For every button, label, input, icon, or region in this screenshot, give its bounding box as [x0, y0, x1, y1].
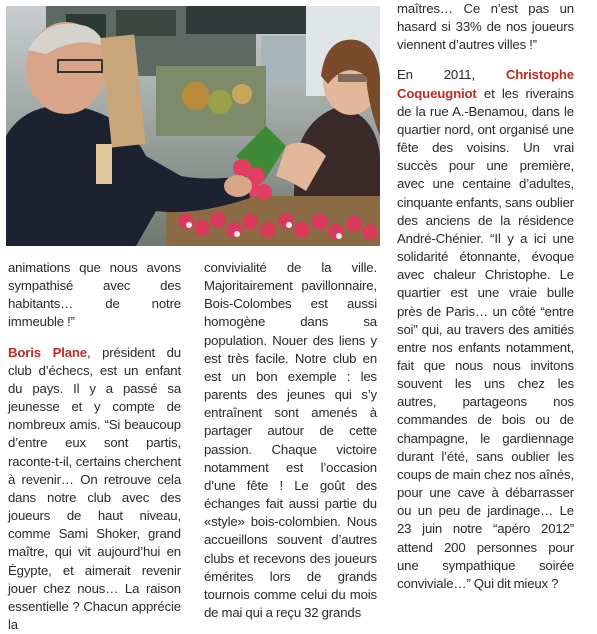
col2-text: convivialité de la ville. Majoritairement pavillonnaire, Bois-Colombes est aussi homogène dans sa population. Nouer des liens y est très facile. Notre club en est un bon exemple : les parents des jeunes qui s’y entraînent sont amenés à partager autour de cette passion. Chaque victoire notamment est l’occasion d’une fête ! Le goût des échanges fait aussi partie du «style» bois-colombien. Nous accueillons souvent d’autres clubs et recevons des joueurs émérites lors de grands tournois comme celui du mois de mai qui a reçu 32 grands [204, 260, 377, 620]
col1-paragraph-text: , président du club d’échecs, est un enfant du pays. Il y a passé sa jeunesse et y compte de nombreux amis. “Si beaucoup d’entre eux sont partis, raconte-t-il, certains cherchent à revenir… On retrouve cela dans notre club avec des joueurs de haut niveau, comme Sami Shoker, grand maître, qui vit aujourd’hui en Égypte, et aimerait revenir jouer chez nous… La raison essentielle ? Chacun apprécie la [8, 344, 181, 632]
col1-paragraph-boris [8, 344, 181, 634]
person-name-boris-plane: Boris Plane [8, 344, 87, 360]
col3-paragraph-text: et les riverains de la rue A.-Benamou, dans le quartier nord, ont organisé une fête des voisins. Un vrai succès pour une première, avec une centaine d’adultes, cinquante enfants, sans oublier des anciens de la résidence André-Chénier. “Il y a ici une solidarité étonnante, évoque avec chaleur Christophe. Le quartier est une vraie bulle près de Paris… un côté “entre soi” qui, au travers des amitiés entre nos enfants notamment, fait que nous nous invitons souvent les uns chez les autres, partageons nos commandes de bois ou de champagne, le gardiennage durant l’été, sans oublier les coups de main chez nos aînés, pour une cave à débarrasser ou un peu de jardinage… Le 23 juin notre “apéro 2012” attend 200 personnes pour une sympathique soirée conviviale…” Qui dit mieux ? [397, 85, 574, 591]
paragraph-gap [397, 54, 574, 66]
paragraph-gap [8, 332, 181, 344]
market-photo [6, 6, 380, 246]
col3-lead: En 2011, [397, 67, 506, 83]
col1-intro: animations que nous avons sympathisé avec des habitants… de notre immeuble !” [8, 260, 181, 330]
col3-top: maîtres… Ce n’est pas un hasard si 33% de nos joueurs viennent d’autres villes !” [397, 1, 574, 53]
col3-paragraph-christophe [397, 66, 574, 593]
person-name-christophe-coqueugniot: Christophe Coqueugniot [397, 67, 574, 101]
market-scene-illustration [6, 6, 380, 246]
article-column-2 [204, 259, 377, 622]
article-column-1 [8, 259, 181, 634]
article-column-3 [397, 0, 574, 593]
